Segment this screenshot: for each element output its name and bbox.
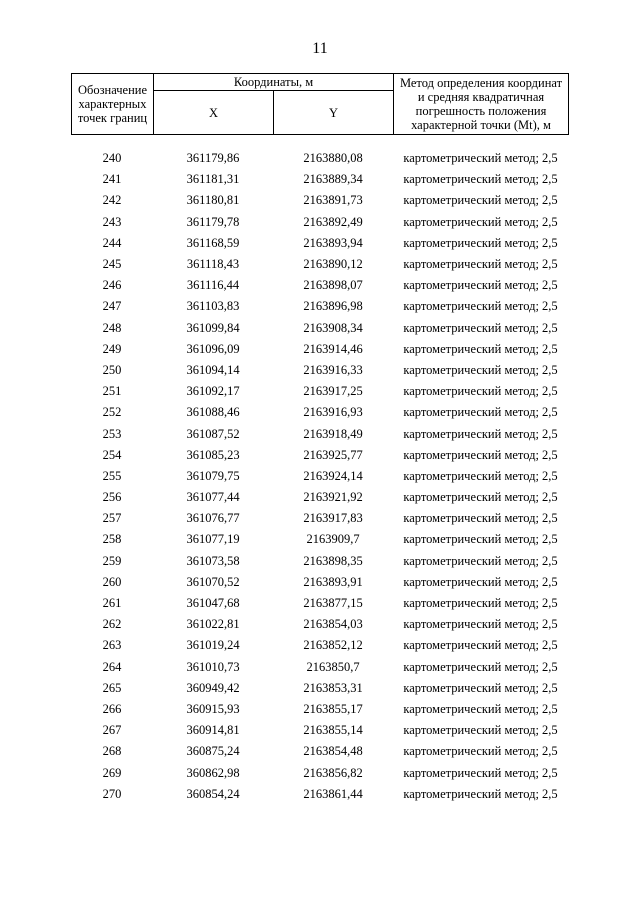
table-row [71, 741, 568, 762]
header-y-label: Y [274, 91, 394, 135]
cell-point: 252 [102, 405, 122, 420]
cell-method: картометрический метод; 2,5 [403, 701, 558, 716]
table-row [71, 572, 568, 593]
cell-x: 361118,43 [186, 257, 240, 272]
cell-y: 2163889,34 [303, 172, 363, 187]
cell-method: картометрический метод; 2,5 [403, 447, 558, 462]
cell-point: 265 [102, 680, 122, 695]
cell-y: 2163850,7 [306, 659, 360, 674]
cell-method: картометрический метод; 2,5 [403, 214, 558, 229]
cell-method: картометрический метод; 2,5 [403, 553, 558, 568]
cell-x: 361073,58 [186, 553, 240, 568]
cell-method: картометрический метод; 2,5 [403, 680, 558, 695]
cell-method: картометрический метод; 2,5 [403, 490, 558, 505]
cell-point: 251 [102, 384, 122, 399]
table-row [71, 212, 568, 233]
cell-y: 2163898,35 [303, 553, 363, 568]
cell-point: 266 [102, 701, 122, 716]
cell-method: картометрический метод; 2,5 [403, 638, 558, 653]
cell-point: 262 [102, 617, 122, 632]
cell-x: 360875,24 [186, 744, 240, 759]
table-row [71, 169, 568, 190]
cell-y: 2163916,93 [303, 405, 363, 420]
cell-method: картометрический метод; 2,5 [403, 405, 558, 420]
cell-x: 361070,52 [186, 574, 240, 589]
cell-point: 256 [102, 490, 122, 505]
table-row [71, 762, 568, 783]
cell-point: 249 [102, 341, 122, 356]
table-row [71, 254, 568, 275]
cell-y: 2163917,83 [303, 511, 363, 526]
cell-method: картометрический метод; 2,5 [403, 659, 558, 674]
cell-point: 261 [102, 596, 122, 611]
cell-x: 361047,68 [186, 596, 240, 611]
table-row [71, 381, 568, 402]
table-row [71, 148, 568, 169]
cell-point: 268 [102, 744, 122, 759]
cell-point: 253 [102, 426, 122, 441]
cell-y: 2163855,14 [303, 723, 363, 738]
cell-x: 361179,78 [186, 214, 240, 229]
cell-point: 246 [102, 278, 122, 293]
cell-method: картометрический метод; 2,5 [403, 235, 558, 250]
cell-point: 260 [102, 574, 122, 589]
cell-y: 2163898,07 [303, 278, 363, 293]
cell-y: 2163925,77 [303, 447, 363, 462]
cell-x: 361077,19 [186, 532, 240, 547]
cell-y: 2163908,34 [303, 320, 363, 335]
cell-x: 361092,17 [186, 384, 240, 399]
table-row [71, 508, 568, 529]
cell-method: картометрический метод; 2,5 [403, 172, 558, 187]
cell-point: 254 [102, 447, 122, 462]
cell-y: 2163855,17 [303, 701, 363, 716]
cell-x: 361181,31 [186, 172, 240, 187]
cell-point: 248 [102, 320, 122, 335]
cell-y: 2163877,15 [303, 596, 363, 611]
cell-point: 259 [102, 553, 122, 568]
cell-y: 2163916,33 [303, 362, 363, 377]
cell-x: 361103,83 [186, 299, 240, 314]
header-point-label: Обозначение характерных точек границ [72, 74, 154, 135]
cell-method: картометрический метод; 2,5 [403, 468, 558, 483]
cell-method: картометрический метод; 2,5 [403, 151, 558, 166]
cell-point: 244 [102, 235, 122, 250]
table-body [71, 148, 568, 805]
table-row [71, 318, 568, 339]
cell-x: 361019,24 [186, 638, 240, 653]
cell-point: 255 [102, 468, 122, 483]
cell-x: 361076,77 [186, 511, 240, 526]
table-row [71, 593, 568, 614]
cell-point: 258 [102, 532, 122, 547]
table-row [71, 296, 568, 317]
cell-method: картометрический метод; 2,5 [403, 426, 558, 441]
table-header [71, 73, 569, 135]
table-row [71, 678, 568, 699]
cell-x: 361079,75 [186, 468, 240, 483]
cell-y: 2163893,91 [303, 574, 363, 589]
coordinates-table [71, 148, 568, 805]
table-row [71, 635, 568, 656]
cell-y: 2163893,94 [303, 235, 363, 250]
cell-y: 2163917,25 [303, 384, 363, 399]
cell-point: 247 [102, 299, 122, 314]
table-row [71, 445, 568, 466]
cell-y: 2163890,12 [303, 257, 363, 272]
cell-x: 361179,86 [186, 151, 240, 166]
table-row [71, 529, 568, 550]
cell-method: картометрический метод; 2,5 [403, 596, 558, 611]
cell-y: 2163853,31 [303, 680, 363, 695]
cell-y: 2163880,08 [303, 151, 363, 166]
cell-method: картометрический метод; 2,5 [403, 617, 558, 632]
cell-method: картометрический метод; 2,5 [403, 257, 558, 272]
cell-point: 245 [102, 257, 122, 272]
cell-y: 2163896,98 [303, 299, 363, 314]
cell-method: картометрический метод; 2,5 [403, 574, 558, 589]
cell-x: 361099,84 [186, 320, 240, 335]
cell-method: картометрический метод; 2,5 [403, 299, 558, 314]
table-row [71, 784, 568, 805]
cell-x: 360914,81 [186, 723, 240, 738]
cell-point: 257 [102, 511, 122, 526]
table-row [71, 720, 568, 741]
cell-point: 243 [102, 214, 122, 229]
cell-point: 264 [102, 659, 122, 674]
cell-method: картометрический метод; 2,5 [403, 362, 558, 377]
cell-method: картометрический метод; 2,5 [403, 193, 558, 208]
cell-y: 2163924,14 [303, 468, 363, 483]
cell-x: 361077,44 [186, 490, 240, 505]
header-method-label: Метод определения координат и средняя квадратичная погрешность положения характерной точки (Mt), м [394, 74, 569, 135]
cell-x: 361180,81 [186, 193, 240, 208]
cell-x: 360862,98 [186, 765, 240, 780]
cell-method: картометрический метод; 2,5 [403, 786, 558, 801]
cell-point: 269 [102, 765, 122, 780]
cell-y: 2163854,48 [303, 744, 363, 759]
cell-y: 2163856,82 [303, 765, 363, 780]
table-row [71, 339, 568, 360]
cell-x: 361010,73 [186, 659, 240, 674]
cell-y: 2163921,92 [303, 490, 363, 505]
cell-point: 263 [102, 638, 122, 653]
cell-x: 361116,44 [186, 278, 240, 293]
table-row [71, 423, 568, 444]
table-row [71, 614, 568, 635]
cell-y: 2163909,7 [306, 532, 360, 547]
cell-y: 2163918,49 [303, 426, 363, 441]
cell-x: 361088,46 [186, 405, 240, 420]
cell-y: 2163861,44 [303, 786, 363, 801]
cell-point: 241 [102, 172, 122, 187]
cell-method: картометрический метод; 2,5 [403, 511, 558, 526]
cell-point: 242 [102, 193, 122, 208]
table-row [71, 551, 568, 572]
header-coordinates-label: Координаты, м [154, 74, 394, 91]
cell-y: 2163852,12 [303, 638, 363, 653]
cell-x: 360949,42 [186, 680, 240, 695]
table-row [71, 190, 568, 211]
cell-point: 240 [102, 151, 122, 166]
cell-x: 361087,52 [186, 426, 240, 441]
cell-y: 2163892,49 [303, 214, 363, 229]
cell-method: картометрический метод; 2,5 [403, 320, 558, 335]
cell-x: 361094,14 [186, 362, 240, 377]
cell-x: 360915,93 [186, 701, 240, 716]
table-row [71, 657, 568, 678]
cell-y: 2163914,46 [303, 341, 363, 356]
cell-method: картометрический метод; 2,5 [403, 278, 558, 293]
cell-method: картометрический метод; 2,5 [403, 341, 558, 356]
table-row [71, 699, 568, 720]
cell-y: 2163891,73 [303, 193, 363, 208]
cell-x: 361022,81 [186, 617, 240, 632]
table-row [71, 360, 568, 381]
cell-method: картометрический метод; 2,5 [403, 532, 558, 547]
table-row [71, 233, 568, 254]
cell-point: 270 [102, 786, 122, 801]
cell-point: 267 [102, 723, 122, 738]
table-row [71, 466, 568, 487]
table-row [71, 402, 568, 423]
cell-y: 2163854,03 [303, 617, 363, 632]
cell-point: 250 [102, 362, 122, 377]
table-row [71, 487, 568, 508]
cell-method: картометрический метод; 2,5 [403, 384, 558, 399]
table-row [71, 275, 568, 296]
cell-method: картометрический метод; 2,5 [403, 744, 558, 759]
cell-x: 360854,24 [186, 786, 240, 801]
header-x-label: X [154, 91, 274, 135]
cell-x: 361085,23 [186, 447, 240, 462]
cell-x: 361168,59 [186, 235, 240, 250]
cell-method: картометрический метод; 2,5 [403, 765, 558, 780]
page-number: 11 [312, 40, 328, 57]
cell-method: картометрический метод; 2,5 [403, 723, 558, 738]
cell-x: 361096,09 [186, 341, 240, 356]
